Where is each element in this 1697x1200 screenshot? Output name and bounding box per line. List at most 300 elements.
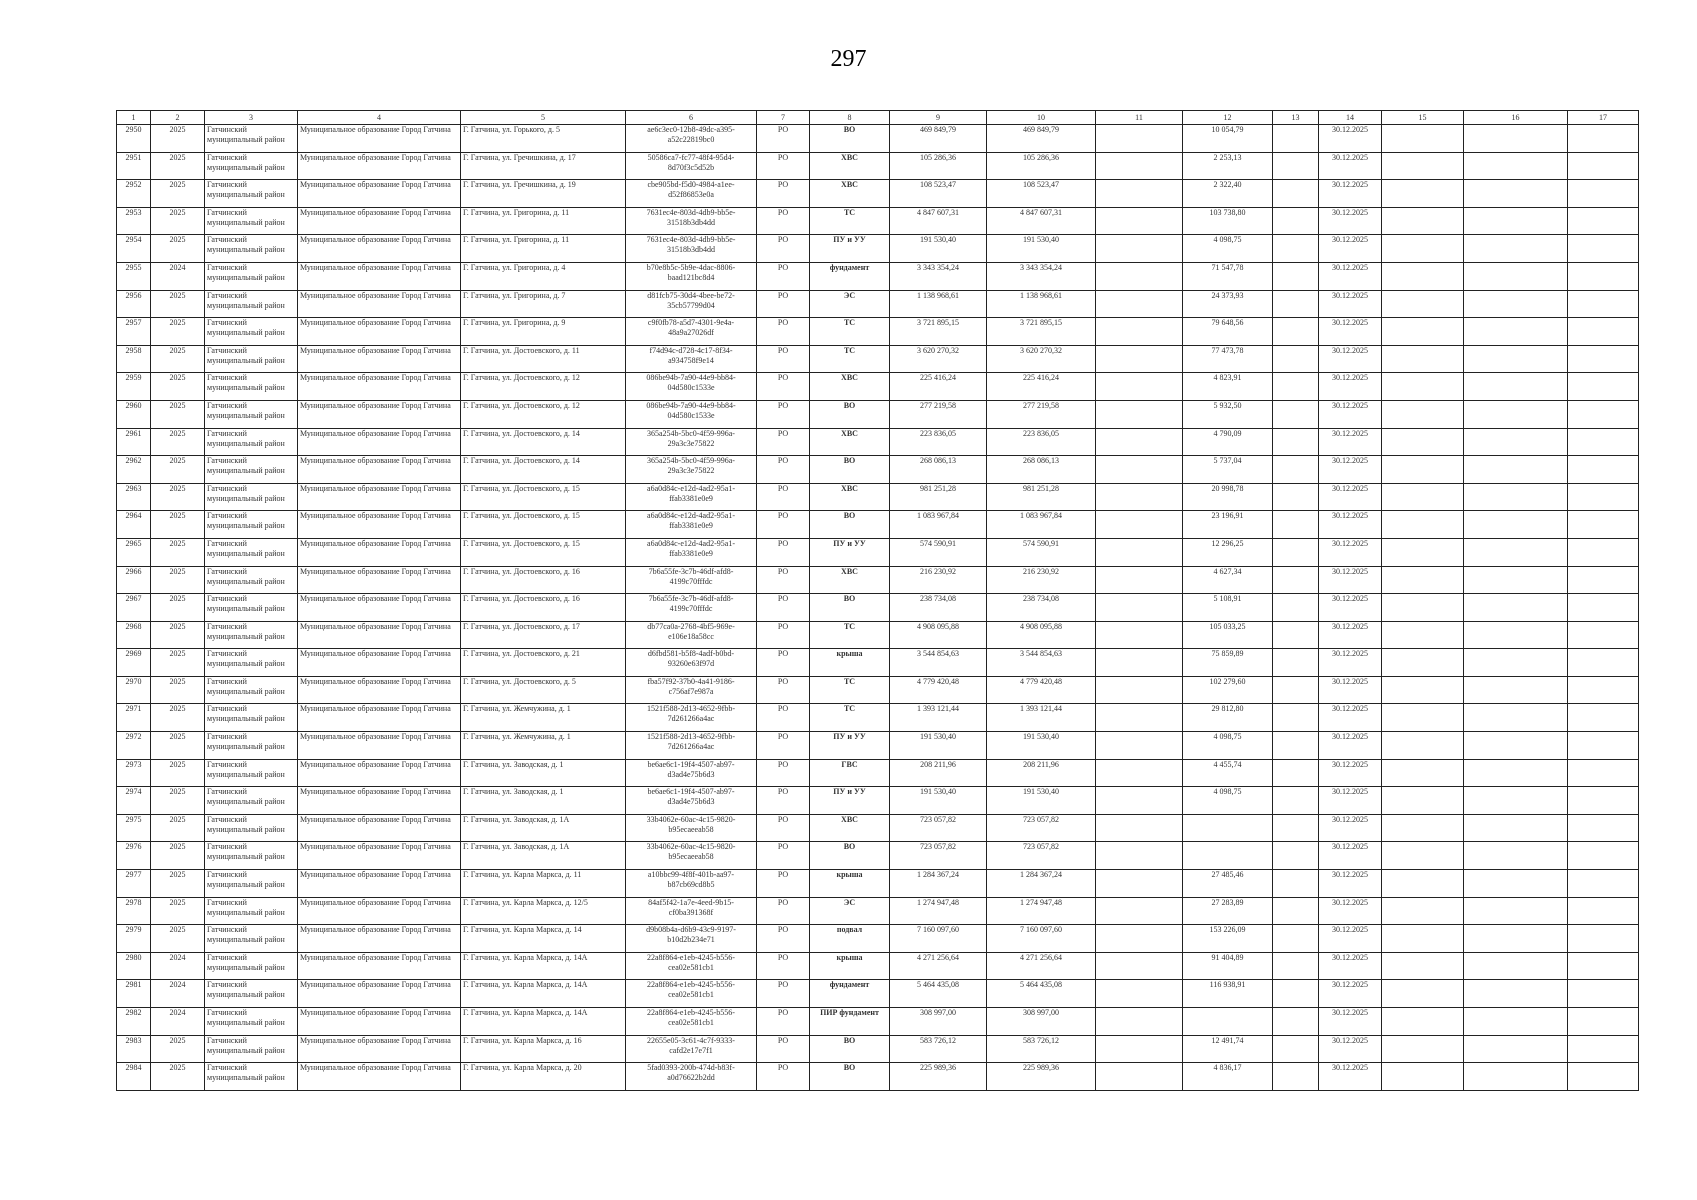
cell-district: Гатчинский муниципальный район (205, 207, 298, 235)
cell-col-17 (1568, 925, 1639, 953)
cell-address: Г. Гатчина, ул. Достоевского, д. 12 (461, 400, 626, 428)
cell-deadline: 30.12.2025 (1319, 980, 1382, 1008)
cell-cost-12: 4 098,75 (1183, 787, 1273, 815)
cell-col-11 (1096, 704, 1183, 732)
cell-program: РО (757, 152, 810, 180)
cell-house-guid: d9b08b4a-d6b9-43c9-9197-b10d2b234e71 (626, 925, 757, 953)
cell-district: Гатчинский муниципальный район (205, 152, 298, 180)
cell-cost-fund: 1 274 947,48 (987, 897, 1096, 925)
cell-col-13 (1273, 207, 1319, 235)
cell-col-11 (1096, 870, 1183, 898)
cell-cost-fund: 469 849,79 (987, 125, 1096, 153)
header-col-13: 13 (1273, 111, 1319, 125)
cell-district: Гатчинский муниципальный район (205, 1035, 298, 1063)
cell-address: Г. Гатчина, ул. Карла Маркса, д. 11 (461, 870, 626, 898)
cell-col-13 (1273, 952, 1319, 980)
table-row (117, 262, 1639, 290)
cell-district: Гатчинский муниципальный район (205, 345, 298, 373)
cell-work-type: ВО (810, 511, 890, 539)
cell-col-15 (1382, 925, 1464, 953)
cell-municipality: Муниципальное образование Город Гатчина (298, 787, 461, 815)
cell-year: 2025 (151, 814, 205, 842)
cell-work-type: ХВС (810, 814, 890, 842)
cell-program: РО (757, 1008, 810, 1036)
cell-year: 2025 (151, 870, 205, 898)
cell-address: Г. Гатчина, ул. Григорина, д. 9 (461, 318, 626, 346)
cell-col-15 (1382, 207, 1464, 235)
cell-cost-12: 27 485,46 (1183, 870, 1273, 898)
cell-address: Г. Гатчина, ул. Жемчужина, д. 1 (461, 732, 626, 760)
cell-house-guid: 22a8f864-e1eb-4245-b556-cea02e581cb1 (626, 1008, 757, 1036)
table-row (117, 925, 1639, 953)
table-row (117, 373, 1639, 401)
cell-address: Г. Гатчина, ул. Достоевского, д. 11 (461, 345, 626, 373)
cell-col-15 (1382, 787, 1464, 815)
cell-program: РО (757, 566, 810, 594)
cell-col-11 (1096, 952, 1183, 980)
cell-row-number: 2950 (117, 125, 151, 153)
cell-col-16 (1464, 594, 1568, 622)
cell-address: Г. Гатчина, ул. Достоевского, д. 14 (461, 428, 626, 456)
cell-row-number: 2957 (117, 318, 151, 346)
cell-col-17 (1568, 759, 1639, 787)
cell-total-cost: 191 530,40 (890, 732, 987, 760)
cell-total-cost: 3 721 895,15 (890, 318, 987, 346)
cell-cost-fund: 4 271 256,64 (987, 952, 1096, 980)
cell-col-17 (1568, 814, 1639, 842)
header-col-6: 6 (626, 111, 757, 125)
cell-col-11 (1096, 483, 1183, 511)
cell-house-guid: 086be94b-7a90-44e9-bb84-04d580c1533e (626, 373, 757, 401)
cell-col-11 (1096, 1063, 1183, 1091)
table-row (117, 345, 1639, 373)
cell-col-15 (1382, 566, 1464, 594)
cell-work-type: ПУ и УУ (810, 787, 890, 815)
cell-col-11 (1096, 373, 1183, 401)
cell-address: Г. Гатчина, ул. Карла Маркса, д. 12/5 (461, 897, 626, 925)
cell-col-17 (1568, 870, 1639, 898)
cell-work-type: ВО (810, 594, 890, 622)
cell-program: РО (757, 759, 810, 787)
cell-col-16 (1464, 125, 1568, 153)
cell-house-guid: 365a254b-5bc0-4f59-996a-29a3c3e75822 (626, 428, 757, 456)
cell-program: РО (757, 318, 810, 346)
cell-col-15 (1382, 842, 1464, 870)
cell-row-number: 2967 (117, 594, 151, 622)
header-col-12: 12 (1183, 111, 1273, 125)
cell-col-17 (1568, 704, 1639, 732)
cell-house-guid: 1521f588-2d13-4652-9fbb-7d261266a4ac (626, 732, 757, 760)
cell-municipality: Муниципальное образование Город Гатчина (298, 538, 461, 566)
cell-work-type: ЭС (810, 290, 890, 318)
cell-year: 2025 (151, 1035, 205, 1063)
cell-row-number: 2954 (117, 235, 151, 263)
cell-work-type: ПУ и УУ (810, 732, 890, 760)
cell-year: 2025 (151, 125, 205, 153)
cell-program: РО (757, 732, 810, 760)
cell-work-type: ВО (810, 1063, 890, 1091)
cell-cost-fund: 5 464 435,08 (987, 980, 1096, 1008)
cell-program: РО (757, 787, 810, 815)
cell-row-number: 2976 (117, 842, 151, 870)
cell-row-number: 2966 (117, 566, 151, 594)
cell-district: Гатчинский муниципальный район (205, 566, 298, 594)
cell-col-13 (1273, 925, 1319, 953)
cell-year: 2024 (151, 262, 205, 290)
cell-col-11 (1096, 621, 1183, 649)
cell-address: Г. Гатчина, ул. Гречишкина, д. 19 (461, 180, 626, 208)
table-row (117, 980, 1639, 1008)
cell-address: Г. Гатчина, ул. Заводская, д. 1 (461, 787, 626, 815)
cell-cost-12: 2 253,13 (1183, 152, 1273, 180)
cell-col-15 (1382, 814, 1464, 842)
cell-year: 2025 (151, 511, 205, 539)
cell-row-number: 2962 (117, 456, 151, 484)
table-header (117, 111, 1639, 125)
cell-work-type: ТС (810, 704, 890, 732)
cell-work-type: ХВС (810, 373, 890, 401)
cell-cost-12: 4 627,34 (1183, 566, 1273, 594)
cell-work-type: подвал (810, 925, 890, 953)
cell-col-13 (1273, 814, 1319, 842)
cell-deadline: 30.12.2025 (1319, 456, 1382, 484)
cell-district: Гатчинский муниципальный район (205, 676, 298, 704)
cell-col-15 (1382, 345, 1464, 373)
cell-col-16 (1464, 759, 1568, 787)
table-row (117, 538, 1639, 566)
cell-municipality: Муниципальное образование Город Гатчина (298, 428, 461, 456)
cell-col-17 (1568, 345, 1639, 373)
cell-municipality: Муниципальное образование Город Гатчина (298, 704, 461, 732)
cell-cost-12: 71 547,78 (1183, 262, 1273, 290)
table-row (117, 456, 1639, 484)
cell-year: 2025 (151, 759, 205, 787)
cell-address: Г. Гатчина, ул. Достоевского, д. 15 (461, 538, 626, 566)
header-col-14: 14 (1319, 111, 1382, 125)
cell-col-16 (1464, 152, 1568, 180)
table-row (117, 207, 1639, 235)
cell-col-17 (1568, 842, 1639, 870)
cell-program: РО (757, 925, 810, 953)
cell-district: Гатчинский муниципальный район (205, 538, 298, 566)
cell-address: Г. Гатчина, ул. Достоевского, д. 16 (461, 594, 626, 622)
cell-house-guid: d81fcb75-30d4-4bee-be72-35cb57799d04 (626, 290, 757, 318)
cell-address: Г. Гатчина, ул. Горького, д. 5 (461, 125, 626, 153)
cell-municipality: Муниципальное образование Город Гатчина (298, 814, 461, 842)
cell-row-number: 2974 (117, 787, 151, 815)
cell-address: Г. Гатчина, ул. Григорина, д. 11 (461, 235, 626, 263)
cell-district: Гатчинский муниципальный район (205, 649, 298, 677)
cell-col-13 (1273, 566, 1319, 594)
cell-cost-fund: 723 057,82 (987, 814, 1096, 842)
cell-col-16 (1464, 207, 1568, 235)
cell-work-type: ТС (810, 345, 890, 373)
table-row (117, 318, 1639, 346)
cell-col-11 (1096, 842, 1183, 870)
cell-cost-fund: 1 083 967,84 (987, 511, 1096, 539)
cell-program: РО (757, 125, 810, 153)
cell-col-13 (1273, 1063, 1319, 1091)
cell-cost-fund: 277 219,58 (987, 400, 1096, 428)
cell-municipality: Муниципальное образование Город Гатчина (298, 649, 461, 677)
cell-col-13 (1273, 400, 1319, 428)
cell-col-16 (1464, 897, 1568, 925)
cell-row-number: 2964 (117, 511, 151, 539)
cell-address: Г. Гатчина, ул. Карла Маркса, д. 14 (461, 925, 626, 953)
cell-col-16 (1464, 842, 1568, 870)
cell-year: 2025 (151, 621, 205, 649)
cell-year: 2025 (151, 732, 205, 760)
cell-col-16 (1464, 262, 1568, 290)
cell-col-13 (1273, 483, 1319, 511)
cell-col-11 (1096, 262, 1183, 290)
cell-year: 2025 (151, 180, 205, 208)
cell-house-guid: a6a0d84c-e12d-4ad2-95a1-ffab3381e0e9 (626, 511, 757, 539)
cell-municipality: Муниципальное образование Город Гатчина (298, 290, 461, 318)
cell-address: Г. Гатчина, ул. Достоевского, д. 21 (461, 649, 626, 677)
cell-row-number: 2958 (117, 345, 151, 373)
cell-col-16 (1464, 704, 1568, 732)
table-row (117, 290, 1639, 318)
cell-deadline: 30.12.2025 (1319, 400, 1382, 428)
header-col-4: 4 (298, 111, 461, 125)
cell-row-number: 2955 (117, 262, 151, 290)
table-row (117, 814, 1639, 842)
cell-cost-12: 4 098,75 (1183, 732, 1273, 760)
cell-total-cost: 1 393 121,44 (890, 704, 987, 732)
cell-deadline: 30.12.2025 (1319, 925, 1382, 953)
cell-col-13 (1273, 649, 1319, 677)
cell-col-13 (1273, 290, 1319, 318)
cell-work-type: ХВС (810, 180, 890, 208)
cell-row-number: 2961 (117, 428, 151, 456)
cell-district: Гатчинский муниципальный район (205, 594, 298, 622)
cell-district: Гатчинский муниципальный район (205, 262, 298, 290)
cell-col-15 (1382, 538, 1464, 566)
cell-year: 2025 (151, 373, 205, 401)
cell-col-17 (1568, 400, 1639, 428)
cell-col-17 (1568, 538, 1639, 566)
cell-total-cost: 574 590,91 (890, 538, 987, 566)
cell-col-13 (1273, 1035, 1319, 1063)
header-col-16: 16 (1464, 111, 1568, 125)
table-row (117, 676, 1639, 704)
cell-col-13 (1273, 538, 1319, 566)
cell-col-15 (1382, 125, 1464, 153)
cell-municipality: Муниципальное образование Город Гатчина (298, 732, 461, 760)
cell-col-15 (1382, 400, 1464, 428)
cell-house-guid: 84af5f42-1a7e-4eed-9b15-cf0ba391368f (626, 897, 757, 925)
cell-house-guid: be6ae6c1-19f4-4507-ab97-d3ad4e75b6d3 (626, 787, 757, 815)
cell-year: 2025 (151, 318, 205, 346)
cell-municipality: Муниципальное образование Город Гатчина (298, 1008, 461, 1036)
cell-year: 2025 (151, 345, 205, 373)
cell-address: Г. Гатчина, ул. Достоевского, д. 12 (461, 373, 626, 401)
cell-cost-fund: 3 620 270,32 (987, 345, 1096, 373)
cell-col-11 (1096, 428, 1183, 456)
cell-col-17 (1568, 594, 1639, 622)
cell-work-type: ВО (810, 125, 890, 153)
cell-cost-fund: 723 057,82 (987, 842, 1096, 870)
cell-deadline: 30.12.2025 (1319, 787, 1382, 815)
cell-municipality: Муниципальное образование Город Гатчина (298, 345, 461, 373)
cell-work-type: ХВС (810, 152, 890, 180)
cell-year: 2024 (151, 1008, 205, 1036)
cell-col-17 (1568, 676, 1639, 704)
cell-work-type: ГВС (810, 759, 890, 787)
cell-col-13 (1273, 870, 1319, 898)
cell-deadline: 30.12.2025 (1319, 732, 1382, 760)
cell-col-16 (1464, 345, 1568, 373)
cell-year: 2025 (151, 1063, 205, 1091)
cell-cost-12: 27 283,89 (1183, 897, 1273, 925)
cell-col-15 (1382, 649, 1464, 677)
table-row (117, 1035, 1639, 1063)
cell-program: РО (757, 842, 810, 870)
cell-col-11 (1096, 980, 1183, 1008)
cell-col-15 (1382, 428, 1464, 456)
cell-year: 2025 (151, 538, 205, 566)
cell-col-17 (1568, 318, 1639, 346)
cell-col-15 (1382, 980, 1464, 1008)
cell-work-type: ПИР фундамент (810, 1008, 890, 1036)
table-body (117, 125, 1639, 1091)
cell-col-17 (1568, 207, 1639, 235)
cell-work-type: ВО (810, 842, 890, 870)
cell-row-number: 2972 (117, 732, 151, 760)
cell-col-17 (1568, 732, 1639, 760)
cell-col-16 (1464, 511, 1568, 539)
cell-col-13 (1273, 897, 1319, 925)
cell-col-15 (1382, 373, 1464, 401)
cell-col-15 (1382, 180, 1464, 208)
cell-work-type: фундамент (810, 980, 890, 1008)
cell-year: 2025 (151, 676, 205, 704)
cell-work-type: фундамент (810, 262, 890, 290)
cell-district: Гатчинский муниципальный район (205, 787, 298, 815)
cell-cost-12: 91 404,89 (1183, 952, 1273, 980)
cell-col-13 (1273, 345, 1319, 373)
cell-program: РО (757, 621, 810, 649)
cell-cost-fund: 1 138 968,61 (987, 290, 1096, 318)
cell-house-guid: a6a0d84c-e12d-4ad2-95a1-ffab3381e0e9 (626, 483, 757, 511)
cell-col-17 (1568, 456, 1639, 484)
cell-row-number: 2959 (117, 373, 151, 401)
cell-total-cost: 238 734,08 (890, 594, 987, 622)
table-row (117, 152, 1639, 180)
cell-district: Гатчинский муниципальный район (205, 400, 298, 428)
cell-house-guid: db77ca0a-2768-4bf5-969e-e106e18a58cc (626, 621, 757, 649)
cell-work-type: ЭС (810, 897, 890, 925)
cell-col-16 (1464, 732, 1568, 760)
cell-col-13 (1273, 787, 1319, 815)
cell-col-17 (1568, 1035, 1639, 1063)
cell-col-15 (1382, 621, 1464, 649)
cell-deadline: 30.12.2025 (1319, 373, 1382, 401)
cell-col-13 (1273, 456, 1319, 484)
cell-address: Г. Гатчина, ул. Заводская, д. 1А (461, 814, 626, 842)
cell-cost-12: 79 648,56 (1183, 318, 1273, 346)
cell-row-number: 2968 (117, 621, 151, 649)
cell-cost-12: 2 322,40 (1183, 180, 1273, 208)
cell-municipality: Муниципальное образование Город Гатчина (298, 152, 461, 180)
cell-house-guid: 7631ec4e-803d-4db9-bb5e-31518b3db4dd (626, 207, 757, 235)
cell-year: 2025 (151, 787, 205, 815)
cell-col-15 (1382, 262, 1464, 290)
cell-col-13 (1273, 842, 1319, 870)
cell-district: Гатчинский муниципальный район (205, 428, 298, 456)
cell-cost-12: 75 859,89 (1183, 649, 1273, 677)
cell-municipality: Муниципальное образование Город Гатчина (298, 980, 461, 1008)
cell-row-number: 2980 (117, 952, 151, 980)
cell-cost-12: 105 033,25 (1183, 621, 1273, 649)
cell-year: 2025 (151, 400, 205, 428)
cell-cost-12: 10 054,79 (1183, 125, 1273, 153)
cell-col-13 (1273, 262, 1319, 290)
cell-municipality: Муниципальное образование Город Гатчина (298, 676, 461, 704)
cell-cost-fund: 1 284 367,24 (987, 870, 1096, 898)
cell-row-number: 2960 (117, 400, 151, 428)
cell-total-cost: 268 086,13 (890, 456, 987, 484)
cell-total-cost: 105 286,36 (890, 152, 987, 180)
cell-total-cost: 583 726,12 (890, 1035, 987, 1063)
cell-col-11 (1096, 207, 1183, 235)
cell-col-17 (1568, 152, 1639, 180)
cell-cost-fund: 238 734,08 (987, 594, 1096, 622)
cell-cost-12: 12 296,25 (1183, 538, 1273, 566)
cell-work-type: ХВС (810, 483, 890, 511)
cell-deadline: 30.12.2025 (1319, 759, 1382, 787)
cell-address: Г. Гатчина, ул. Гречишкина, д. 17 (461, 152, 626, 180)
cell-house-guid: fba57f92-37b0-4a41-9186-c756af7e987a (626, 676, 757, 704)
cell-year: 2025 (151, 842, 205, 870)
cell-deadline: 30.12.2025 (1319, 262, 1382, 290)
cell-program: РО (757, 952, 810, 980)
header-col-11: 11 (1096, 111, 1183, 125)
cell-municipality: Муниципальное образование Город Гатчина (298, 318, 461, 346)
cell-year: 2025 (151, 456, 205, 484)
cell-house-guid: b70e8b5c-5b9e-4dac-8806-baad121bc8d4 (626, 262, 757, 290)
cell-col-15 (1382, 759, 1464, 787)
cell-district: Гатчинский муниципальный район (205, 373, 298, 401)
cell-col-15 (1382, 511, 1464, 539)
cell-col-11 (1096, 125, 1183, 153)
cell-district: Гатчинский муниципальный район (205, 1008, 298, 1036)
cell-deadline: 30.12.2025 (1319, 428, 1382, 456)
header-col-17: 17 (1568, 111, 1639, 125)
cell-deadline: 30.12.2025 (1319, 704, 1382, 732)
cell-col-11 (1096, 318, 1183, 346)
cell-col-13 (1273, 235, 1319, 263)
cell-program: РО (757, 428, 810, 456)
cell-row-number: 2970 (117, 676, 151, 704)
cell-row-number: 2963 (117, 483, 151, 511)
cell-address: Г. Гатчина, ул. Жемчужина, д. 1 (461, 704, 626, 732)
cell-house-guid: 7631ec4e-803d-4db9-bb5e-31518b3db4dd (626, 235, 757, 263)
cell-cost-fund: 4 908 095,88 (987, 621, 1096, 649)
table-row (117, 704, 1639, 732)
cell-address: Г. Гатчина, ул. Карла Маркса, д. 16 (461, 1035, 626, 1063)
cell-cost-12 (1183, 814, 1273, 842)
cell-col-17 (1568, 1063, 1639, 1091)
cell-cost-12: 4 836,17 (1183, 1063, 1273, 1091)
cell-col-13 (1273, 318, 1319, 346)
cell-col-15 (1382, 456, 1464, 484)
cell-row-number: 2971 (117, 704, 151, 732)
cell-house-guid: c9f0fb78-a5d7-4301-9e4a-48a9a27026df (626, 318, 757, 346)
table-row (117, 511, 1639, 539)
cell-deadline: 30.12.2025 (1319, 870, 1382, 898)
